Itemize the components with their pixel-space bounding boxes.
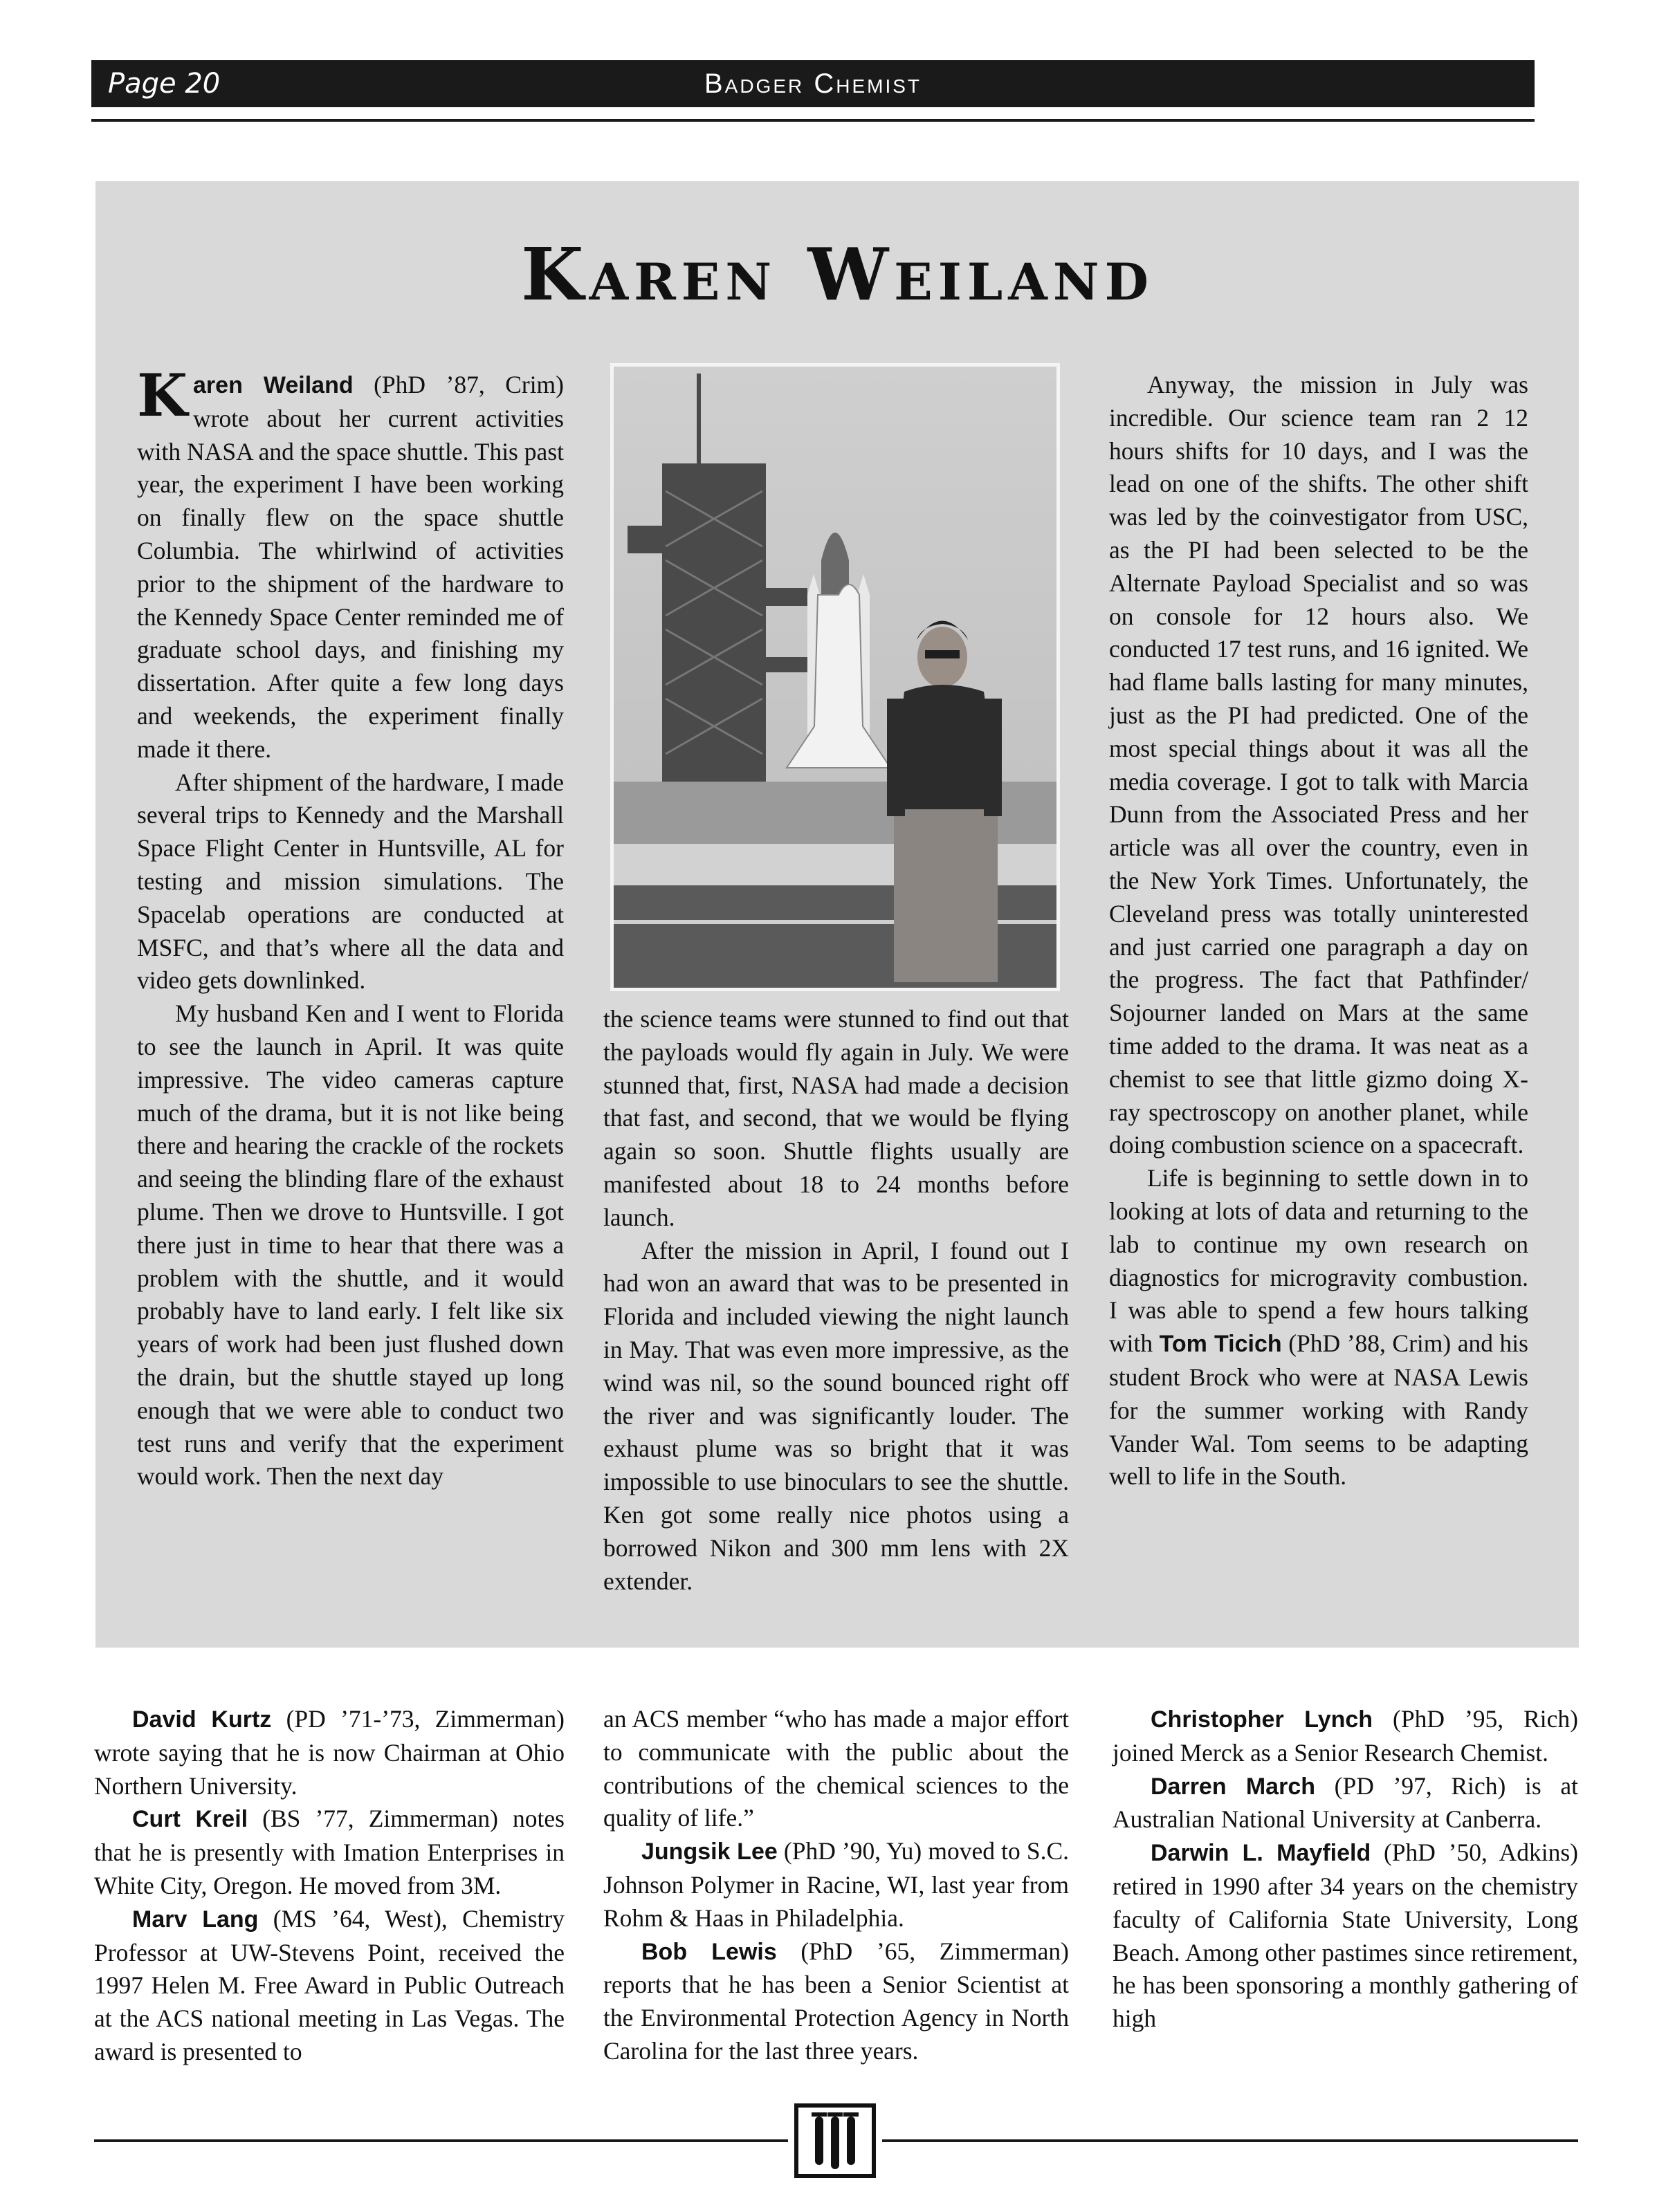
note-text: (PD ’97, Rich) is at Australian National University at Canberra. bbox=[1113, 1771, 1578, 1834]
person-name: Christopher Lynch bbox=[1151, 1706, 1373, 1733]
shuttle-launch-pad-photo bbox=[610, 363, 1060, 991]
feature-column-2 bbox=[603, 1003, 1069, 1598]
alumni-note bbox=[94, 1903, 565, 2069]
person-name: David Kurtz bbox=[132, 1706, 272, 1733]
feature-paragraph bbox=[1109, 1162, 1528, 1493]
person-name: aren Weiland bbox=[193, 372, 354, 398]
paragraph-text: Life is beginning to settle down in to looking at lots of data and returning to the lab to continue my own research on diagnostics for microgravity combustion. I was able to spend a few hours talking with bbox=[1109, 1164, 1528, 1358]
note-text: (MS ’64, West), Chemistry Professor at UW-Stevens Point, received the 1997 Helen M. Free Award in Public Outreach at the ACS national meeting in Las Vegas. The award is presented to bbox=[94, 1904, 565, 2065]
feature-paragraph: My husband Ken and I went to Florida to see the launch in April. It was quite impressive. The video cameras capture much of the drama, but it is not like being there and hearing the crackle of the rockets and seeing the blinding flare of the exhaust plume. Then we drove to Huntsville. I got there just in time to hear that there was a problem with the shuttle, and it would probably have to land early. I felt like six years of work had been just flushed down the drain, but the shuttle stayed up long enough that we were able to conduct two test runs and verify that the experiment would work. Then the next day bbox=[137, 999, 564, 1491]
photo-illustration bbox=[614, 367, 1056, 988]
alumni-note-continued: an ACS member “who has made a major effort to communicate with the public about the contributions of the chemical sciences to the quality of life.” bbox=[603, 1705, 1069, 1832]
note-text: (PhD ’90, Yu) moved to S.C. Johnson Polymer in Racine, WI, last year from Rohm & Haas in Philadelphia. bbox=[603, 1837, 1069, 1932]
alumni-note bbox=[1113, 1836, 1578, 2036]
note-text: (BS ’77, Zimmerman) notes that he is presently with Imation Enterprises in White City, Oregon. He moved from 3M. bbox=[94, 1805, 565, 1899]
alumni-note bbox=[603, 1935, 1069, 2068]
person-name: Marv Lang bbox=[132, 1906, 259, 1933]
paragraph-text: (PhD ’87, Crim) wrote about her current activities with NASA and the space shuttle. This past year, the experiment I have been working on finally flew on the space shuttle Columbia. The whirlwind of activities prior to the shipment of the hardware to the Kennedy Space Center reminded me of graduate school days, and finishing my dissertation. After quite a few long days and weekends, the experiment finally made it there. bbox=[137, 371, 564, 763]
person-name: Darren March bbox=[1151, 1773, 1315, 1800]
feature-column-1 bbox=[137, 361, 564, 1493]
note-text: (PD ’71-’73, Zimmerman) wrote saying that he is now Chairman at Ohio Northern University. bbox=[94, 1705, 565, 1800]
person-name: Jungsik Lee bbox=[641, 1838, 778, 1865]
alumni-note bbox=[94, 1703, 565, 1803]
alumni-note bbox=[1113, 1770, 1578, 1837]
footer-rule-right bbox=[882, 2139, 1578, 2142]
feature-paragraph: Anyway, the mission in July was incredible. Our science team ran 2 12 hours shifts for 10 days, and I was the lead on one of the shifts. The other shift was led by the coinvestigator from USC, as the PI had been selected to be the Alternate Payload Specialist and so was on console for 12 hours also. We conducted 17 test runs, and 16 ignited. We had flame balls lasting for many minutes, just as the PI had predicted. One of the most special things about it was all the media coverage. I got to talk with Marcia Dunn from the Associated Press and her article was all over the country, even in the New York Times. Unfortunately, the Cleveland press was totally uninterested and just carried one paragraph a day on the progress. The fact that Pathfinder/ Sojourner landed on Mars at the same time added to the drama. It was neat as a chemist to see that little gizmo doing X-ray spectroscopy on another planet, while doing combustion science on a spacecraft. bbox=[1109, 371, 1528, 1159]
alumni-note bbox=[1113, 1703, 1578, 1770]
person-name: Curt Kreil bbox=[132, 1806, 248, 1833]
footer-rule-left bbox=[94, 2139, 788, 2142]
page-number: Page 20 bbox=[108, 68, 221, 100]
person-name: Darwin L. Mayfield bbox=[1151, 1840, 1371, 1867]
alumni-note bbox=[603, 1835, 1069, 1935]
feature-title: Karen Weiland bbox=[521, 232, 1154, 317]
header-bar bbox=[91, 60, 1535, 107]
feature-paragraph: the science teams were stunned to find out that the payloads would fly again in July. We were stunned that, first, NASA had made a decision that fast, and second, that we would be flying again so soon. Shuttle flights usually are manifested about 18 to 24 months before launch. bbox=[603, 1005, 1069, 1231]
person-name: Tom Ticich bbox=[1159, 1331, 1282, 1358]
note-text: (PhD ’65, Zimmerman) reports that he has been a Senior Scientist at the Environmental Protection Agency in North Carolina for the last three years. bbox=[603, 1937, 1069, 2065]
feature-paragraph: After the mission in April, I found out I had won an award that was to be presented in Florida and included viewing the night launch in May. That was even more impressive, as the wind was nil, so the sound bounced right off the river and was significantly louder. The exhaust plume was so bright that it was impossible to use binoculars to see the shuttle. Ken got some really nice photos using a borrowed Nikon and 300 mm lens with 2X extender. bbox=[603, 1236, 1069, 1595]
notes-column-1 bbox=[94, 1703, 565, 2069]
note-text: (PhD ’95, Rich) joined Merck as a Senior Research Chemist. bbox=[1113, 1705, 1578, 1767]
note-text: (PhD ’50, Adkins) retired in 1990 after 34 years on the chemistry faculty of California State University, Long Beach. Among other pastimes since retirement, he has been sponsoring a monthly gathering of high bbox=[1113, 1838, 1578, 2033]
person-name: Bob Lewis bbox=[641, 1938, 777, 1965]
paragraph-text: (PhD ’88, Crim) and his student Brock who were at NASA Lewis for the summer working with Randy Vander Wal. Tom seems to be adapting well to life in the South. bbox=[1109, 1329, 1528, 1491]
feature-paragraph: After shipment of the hardware, I made several trips to Kennedy and the Marshall Space Flight Center in Huntsville, AL for testing and mission simulations. The Spacelab operations are conducted at MSFC, and that’s where all the data and video gets downlinked. bbox=[137, 768, 564, 995]
notes-column-3 bbox=[1113, 1703, 1578, 2036]
feature-column-3 bbox=[1109, 369, 1528, 1493]
drop-cap: K bbox=[137, 361, 188, 430]
test-tubes-logo-icon bbox=[794, 2103, 877, 2179]
header-rule bbox=[91, 119, 1535, 122]
journal-title: Badger Chemist bbox=[704, 68, 922, 99]
feature-paragraph bbox=[137, 361, 564, 766]
notes-column-2 bbox=[603, 1703, 1069, 2068]
alumni-note bbox=[94, 1803, 565, 1902]
